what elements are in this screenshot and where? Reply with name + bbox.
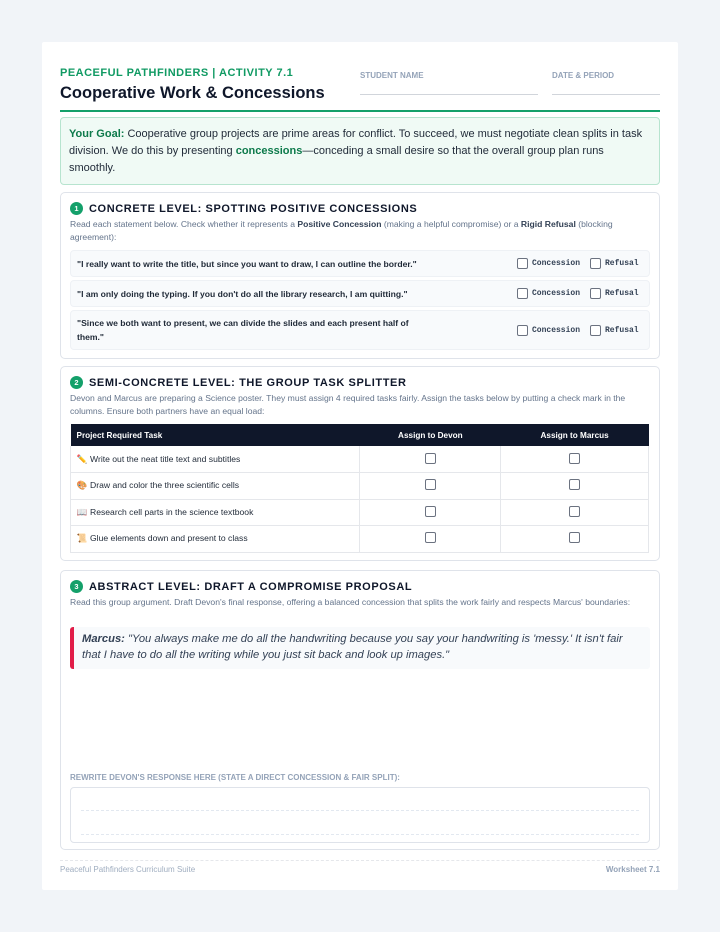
checkbox[interactable]	[425, 532, 436, 543]
marcus-cell[interactable]	[501, 446, 649, 473]
series-label: PEACEFUL PATHFINDERS | ACTIVITY 7.1	[60, 67, 294, 79]
section-number-badge: 1	[70, 202, 83, 215]
task-cell: ✏️ Write out the neat title text and subtitles	[71, 446, 360, 473]
section-number-badge: 2	[70, 376, 83, 389]
section-title: CONCRETE LEVEL: SPOTTING POSITIVE CONCESSIONS	[89, 202, 418, 215]
refusal-option[interactable]: Refusal	[590, 288, 639, 299]
section-concrete	[60, 192, 660, 359]
statement-text: "I am only doing the typing. If you don't do all the library research, I am quitting."	[77, 288, 408, 299]
book-icon: 📖	[76, 506, 88, 517]
concession-option[interactable]: Concession	[517, 325, 580, 336]
goal-box	[60, 117, 660, 185]
marcus-cell[interactable]	[501, 499, 649, 526]
goal-text-2: —conceding a small desire so that the overall group plan runs smoothly.	[69, 145, 604, 174]
palette-icon: 🎨	[76, 480, 88, 491]
concession-option[interactable]: Concession	[517, 258, 580, 269]
section-semi-concrete	[60, 366, 660, 561]
checkbox[interactable]	[425, 506, 436, 517]
student-name-field[interactable]	[360, 94, 538, 95]
column-header: Project Required Task	[71, 424, 360, 446]
goal-highlight: concessions	[235, 145, 303, 157]
checkbox[interactable]	[569, 453, 580, 464]
statement-text: "Since we both want to present, we can divide the slides and each present half of them."	[77, 318, 409, 342]
refusal-option[interactable]: Refusal	[590, 258, 639, 269]
concession-option[interactable]: Concession	[517, 288, 580, 299]
table-row	[71, 473, 649, 500]
goal-text-1: Cooperative group projects are prime areas for conflict. To succeed, we must negotiate clean splits in task division. We do this by presenting	[69, 128, 643, 157]
quote-text: "You always make me do all the handwriting because you say your handwriting is 'messy.' It isn't fair that I have to do all the writing while you just sit back and look up images."	[82, 633, 623, 661]
task-cell: 🎨 Draw and color the three scientific cells	[71, 473, 360, 500]
checkbox[interactable]	[425, 453, 436, 464]
section-title: SEMI-CONCRETE LEVEL: THE GROUP TASK SPLITTER	[89, 376, 407, 389]
table-row	[71, 526, 649, 553]
checkbox[interactable]	[517, 325, 528, 336]
checkbox[interactable]	[590, 258, 601, 269]
scroll-icon: 📜	[76, 533, 88, 544]
section-description: Devon and Marcus are preparing a Science poster. They must assign 4 required tasks fairly. Assign the tasks below by putting a check mark in the columns. Ensure both partners have an equal load:	[70, 393, 626, 416]
section-description: Read this group argument. Draft Devon's final response, offering a balanced concession that splits the work fairly and respects Marcus' boundaries:	[70, 597, 631, 607]
response-label: REWRITE DEVON'S RESPONSE HERE (STATE A DIRECT CONCESSION & FAIR SPLIT):	[70, 773, 400, 782]
checkbox[interactable]	[569, 532, 580, 543]
task-cell: 📜 Glue elements down and present to class	[71, 526, 360, 553]
worksheet-page	[42, 42, 678, 890]
page-title: Cooperative Work & Concessions	[60, 84, 325, 102]
pencil-icon: ✏️	[76, 453, 88, 464]
devon-cell[interactable]	[360, 526, 501, 553]
column-header: Assign to Marcus	[501, 424, 649, 446]
task-table	[70, 424, 649, 553]
footer-left: Peaceful Pathfinders Curriculum Suite	[60, 865, 196, 874]
table-row	[71, 499, 649, 526]
header-divider	[60, 110, 660, 112]
checkbox[interactable]	[517, 288, 528, 299]
goal-label: Your Goal:	[69, 128, 125, 140]
response-textarea[interactable]	[70, 787, 650, 843]
writing-line	[81, 834, 639, 835]
refusal-option[interactable]: Refusal	[590, 325, 639, 336]
speaker-name: Marcus:	[82, 633, 125, 645]
statement-row	[70, 250, 650, 277]
devon-cell[interactable]	[360, 446, 501, 473]
marcus-cell[interactable]	[501, 526, 649, 553]
task-cell: 📖 Research cell parts in the science textbook	[71, 499, 360, 526]
date-period-label: DATE & PERIOD	[552, 71, 615, 80]
statement-row	[70, 310, 650, 350]
table-row	[71, 446, 649, 473]
checkbox[interactable]	[590, 288, 601, 299]
footer-right: Worksheet 7.1	[605, 865, 660, 874]
checkbox[interactable]	[569, 506, 580, 517]
statement-text: "I really want to write the title, but since you want to draw, I can outline the border."	[77, 258, 417, 269]
argument-quote	[70, 627, 650, 669]
section-number-badge: 3	[70, 580, 83, 593]
date-period-field[interactable]	[552, 94, 660, 95]
section-title: ABSTRACT LEVEL: DRAFT A COMPROMISE PROPOSAL	[89, 580, 413, 593]
checkbox[interactable]	[517, 258, 528, 269]
checkbox[interactable]	[425, 479, 436, 490]
section-abstract	[60, 570, 660, 850]
section-description: Read each statement below. Check whether it represents a Positive Concession (making a helpful compromise) or a Rigid Refusal (blocking agreement):	[70, 219, 613, 242]
checkbox[interactable]	[590, 325, 601, 336]
devon-cell[interactable]	[360, 473, 501, 500]
page-footer	[60, 860, 660, 874]
statement-row	[70, 280, 650, 307]
column-header: Assign to Devon	[360, 424, 501, 446]
writing-line	[81, 810, 639, 811]
marcus-cell[interactable]	[501, 473, 649, 500]
checkbox[interactable]	[569, 479, 580, 490]
devon-cell[interactable]	[360, 499, 501, 526]
student-name-label: STUDENT NAME	[360, 71, 424, 80]
